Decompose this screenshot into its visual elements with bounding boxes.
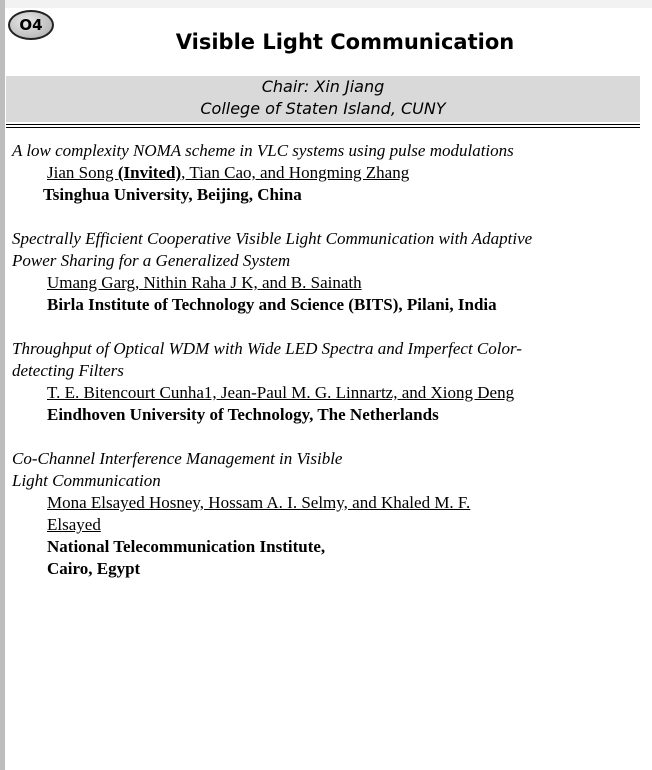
paper-affiliation: Tsinghua University, Beijing, China <box>43 185 302 204</box>
paper-title-line-2: Light Communication <box>12 471 161 490</box>
chair-affiliation: College of Staten Island, CUNY <box>200 99 446 118</box>
paper-authors: T. E. Bitencourt Cunha1, Jean-Paul M. G. Linnartz, and Xiong Deng <box>47 383 515 402</box>
divider-rule-top <box>6 124 640 125</box>
paper-entry-4 <box>12 448 642 580</box>
author-text-rest: , Tian Cao, and Hongming Zhang <box>181 163 410 182</box>
chair-name: Chair: Xin Jiang <box>261 77 385 96</box>
paper-entry-1 <box>12 140 642 206</box>
divider-rule-bottom <box>6 127 640 128</box>
session-code: O4 <box>19 16 43 34</box>
paper-authors-line-1: Mona Elsayed Hosney, Hossam A. I. Selmy, and Khaled M. F. <box>47 493 471 512</box>
paper-affiliation: Birla Institute of Technology and Science (BITS), Pilani, India <box>47 295 497 314</box>
paper-title: A low complexity NOMA scheme in VLC systems using pulse modulations <box>12 141 514 160</box>
top-strip <box>0 0 652 8</box>
paper-entry-3 <box>12 338 642 426</box>
author-text: Jian Song <box>47 163 118 182</box>
paper-entry-2 <box>12 228 642 316</box>
paper-authors: Umang Garg, Nithin Raha J K, and B. Sainath <box>47 273 362 292</box>
paper-affiliation-line-1: National Telecommunication Institute, <box>47 537 326 556</box>
paper-title-line-1: Spectrally Efficient Cooperative Visible Light Communication with Adaptive <box>12 229 533 248</box>
left-margin-bar <box>0 0 5 770</box>
chair-box <box>6 76 640 122</box>
paper-authors <box>47 162 587 184</box>
paper-list <box>12 140 642 602</box>
paper-title-line-1: Throughput of Optical WDM with Wide LED Spectra and Imperfect Color- <box>12 339 522 358</box>
session-title: Visible Light Communication <box>175 30 515 54</box>
paper-title-line-1: Co-Channel Interference Management in Visible <box>12 449 343 468</box>
paper-affiliation-line-2: Cairo, Egypt <box>47 559 141 578</box>
paper-title-line-2: Power Sharing for a Generalized System <box>12 251 291 270</box>
paper-authors-line-2: Elsayed <box>47 515 101 534</box>
paper-affiliation: Eindhoven University of Technology, The Netherlands <box>47 405 439 424</box>
paper-title-line-2: detecting Filters <box>12 361 124 380</box>
invited-label: (Invited) <box>117 163 182 182</box>
